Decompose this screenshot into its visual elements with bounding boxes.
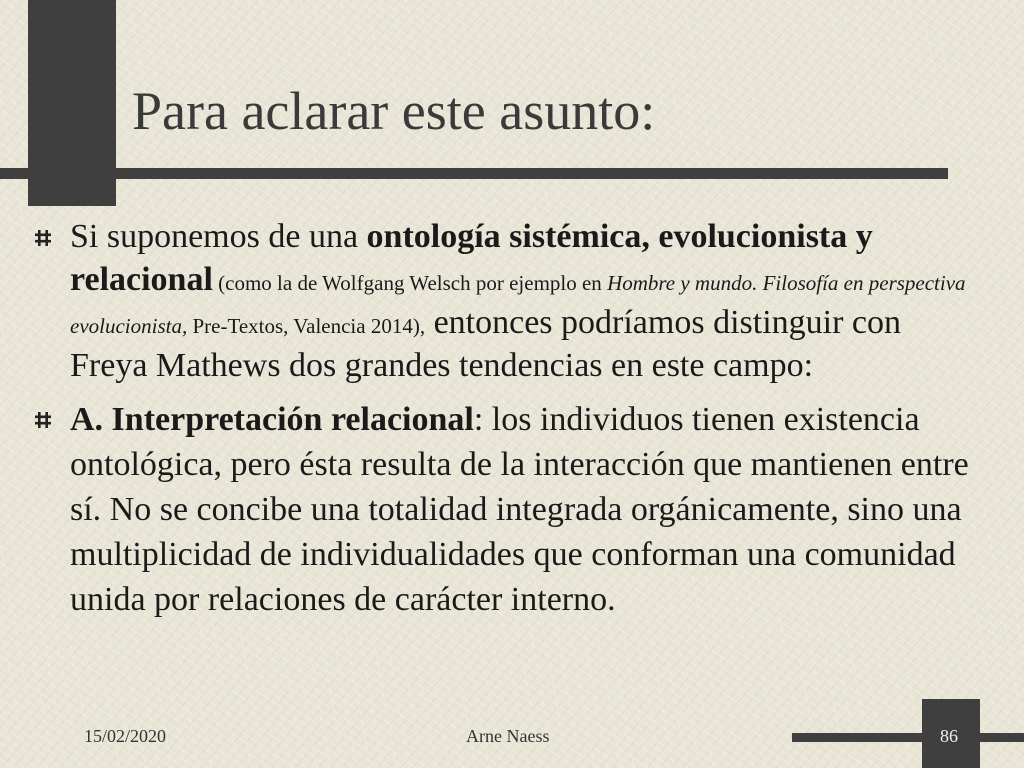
title-divider bbox=[0, 168, 948, 179]
page-number: 86 bbox=[940, 726, 958, 746]
bullet-body-text: entonces podríamos distinguir con Freya Mathews dos grandes tendencias en este campo: bbox=[70, 304, 901, 384]
hash-bullet-icon bbox=[34, 229, 52, 247]
reference-intro: (como la de Wolfgang Welsch por ejemplo en bbox=[212, 271, 608, 295]
bullet-emphasis: ontología sistémica, evolucionista y relacional bbox=[70, 218, 873, 298]
bullet-item bbox=[34, 215, 974, 387]
slide-content bbox=[34, 215, 974, 622]
reference-publisher: Pre-Textos, Valencia 2014), bbox=[187, 314, 426, 338]
bullet-lead-text: Si suponemos de una bbox=[70, 218, 367, 255]
bullet-item bbox=[34, 397, 974, 622]
footer-author: Arne Naess bbox=[466, 726, 550, 746]
book-title: Hombre y mundo. Filosofía en perspectiva evolucionista, bbox=[70, 271, 966, 338]
hash-bullet-icon bbox=[34, 411, 52, 429]
footer-date: 15/02/2020 bbox=[84, 726, 167, 746]
bullet-emphasis: A. Interpretación relacional bbox=[70, 401, 474, 438]
footer-divider bbox=[792, 733, 1024, 742]
bullet-body-text: : los individuos tienen existencia ontológica, pero ésta resulta de la interacción que mantienen entre sí. No se concibe una totalidad integrada orgánicamente, sino una multiplicidad de individualidades que conforman una comunidad unida por relaciones de carácter interno. bbox=[70, 401, 969, 618]
slide-title: Para aclarar este asunto: bbox=[132, 81, 656, 141]
